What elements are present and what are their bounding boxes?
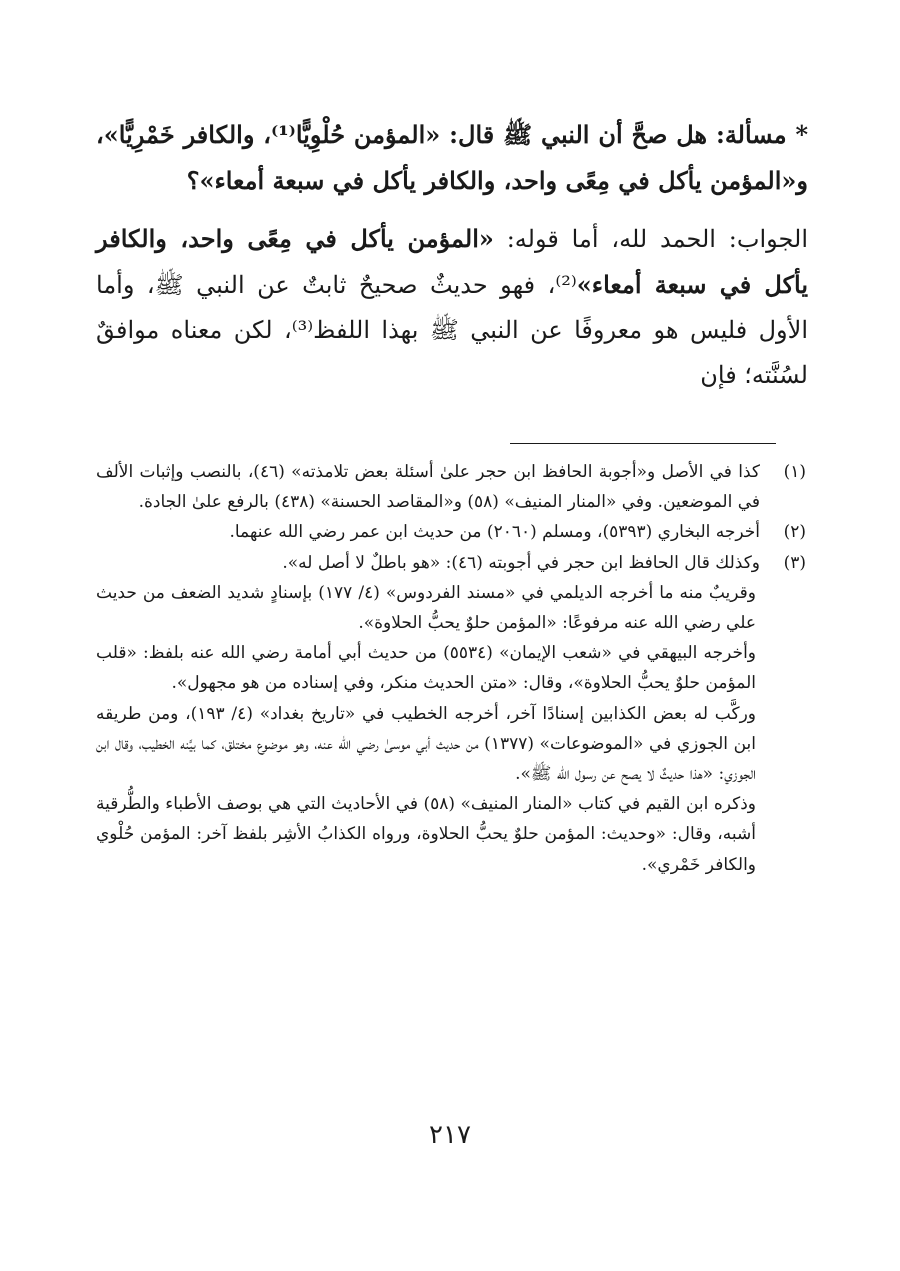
footnote-paragraph: وقريبٌ منه ما أخرجه الديلمي في «مسند الفردوس» (٤/ ١٧٧) بإسنادٍ شديد الضعف من حديث علي رضي الله عنه مرفوعًا: «المؤمن حلوٌ يحبُّ الحلاوة».: [96, 582, 756, 634]
footnote-text: كذا في الأصل و«أجوبة الحافظ ابن حجر علىٰ أسئلة بعض تلامذته» (٤٦)، بالنصب وإثبات الألف في الموضعين. وفي «المنار المنيف» (٥٨) و«المقاصد الحسنة» (٤٣٨) بالرفع علىٰ الجادة.: [96, 462, 760, 513]
footnote-3-continuation: [96, 578, 808, 880]
question-hadith-2: «المؤمن يأكل في مِعًى واحد، والكافر يأكل في سبعة أمعاء»: [199, 166, 797, 195]
page-number: ٢١٧: [429, 1120, 471, 1150]
footnotes-section: [96, 457, 808, 880]
footnote-paragraph: وأخرجه البيهقي في «شعب الإيمان» (٥٥٣٤) من حديث أبي أمامة رضي الله عنه بلفظ: «قلب المؤمن حلوٌ يحبُّ الحلاوة»، وقال: «متن الحديث منكر، وفي إسناده من هو مجهول».: [96, 643, 756, 694]
footnote-3: [96, 548, 808, 578]
footnote-2: [96, 517, 808, 547]
footnote-number: (٣): [783, 552, 806, 573]
footnote-paragraph: وركَّب له بعض الكذابين إسنادًا آخر، أخرجه الخطيب في «تاريخ بغداد» (٤/ ١٩٣)، ومن طريقه ابن الجوزي في «الموضوعات» (١٣٧٧) من حديث أبي موسىٰ رضي الله عنه، وهو موضوع مختلق، كما بيَّنه الخطيب، وقال ابن الجوزي: «هذا حديثٌ لا يصح عن رسول الله ﷺ».: [96, 703, 756, 785]
answer-paragraph: [96, 216, 808, 398]
answer-hadith-quote: «المؤمن يأكل في مِعًى واحد، والكافر يأكل في سبعة أمعاء»: [96, 224, 808, 299]
question-hadith-1: «المؤمن حُلْوِيًّا⁽¹⁾، والكافر خَمْرِيًّا»: [103, 120, 441, 149]
footnote-separator: [510, 443, 776, 444]
answer-body: ⁽²⁾، فهو حديثٌ صحيحٌ ثابتٌ عن النبي ﷺ، وأما الأول فليس هو معروفًا عن النبي ﷺ بهذا اللفظ⁽³⁾، لكن معناه موافقٌ لسُنَّته؛ فإن: [96, 271, 809, 389]
footnote-paragraph: وذكره ابن القيم في كتاب «المنار المنيف» (٥٨) في الأحاديث التي هي بوصف الأطباء والطُّرقية أشبه، وقال: «وحديث: المؤمن حلوٌ يحبُّ الحلاوة، ورواه الكذابُ الأشِر بلفظ آخر: المؤمن حُلْوي والكافر خَمْري».: [96, 794, 756, 875]
footnote-1: [96, 457, 808, 517]
question-paragraph: [96, 112, 808, 204]
footnote-number: (٢): [783, 522, 806, 543]
answer-intro: الجواب: الحمد لله، أما قوله:: [493, 225, 809, 253]
question-end: ؟: [186, 166, 200, 195]
question-lead: * مسألة: هل صحَّ أن النبي ﷺ قال:: [440, 120, 808, 149]
footnote-text: وكذلك قال الحافظ ابن حجر في أجوبته (٤٦): «هو باطلٌ لا أصل له».: [282, 552, 760, 573]
footnote-text: أخرجه البخاري (٥٣٩٣)، ومسلم (٢٠٦٠) من حديث ابن عمر رضي الله عنهما.: [229, 522, 760, 543]
question-connector: ، و: [96, 120, 808, 195]
footnote-number: (١): [783, 462, 806, 482]
